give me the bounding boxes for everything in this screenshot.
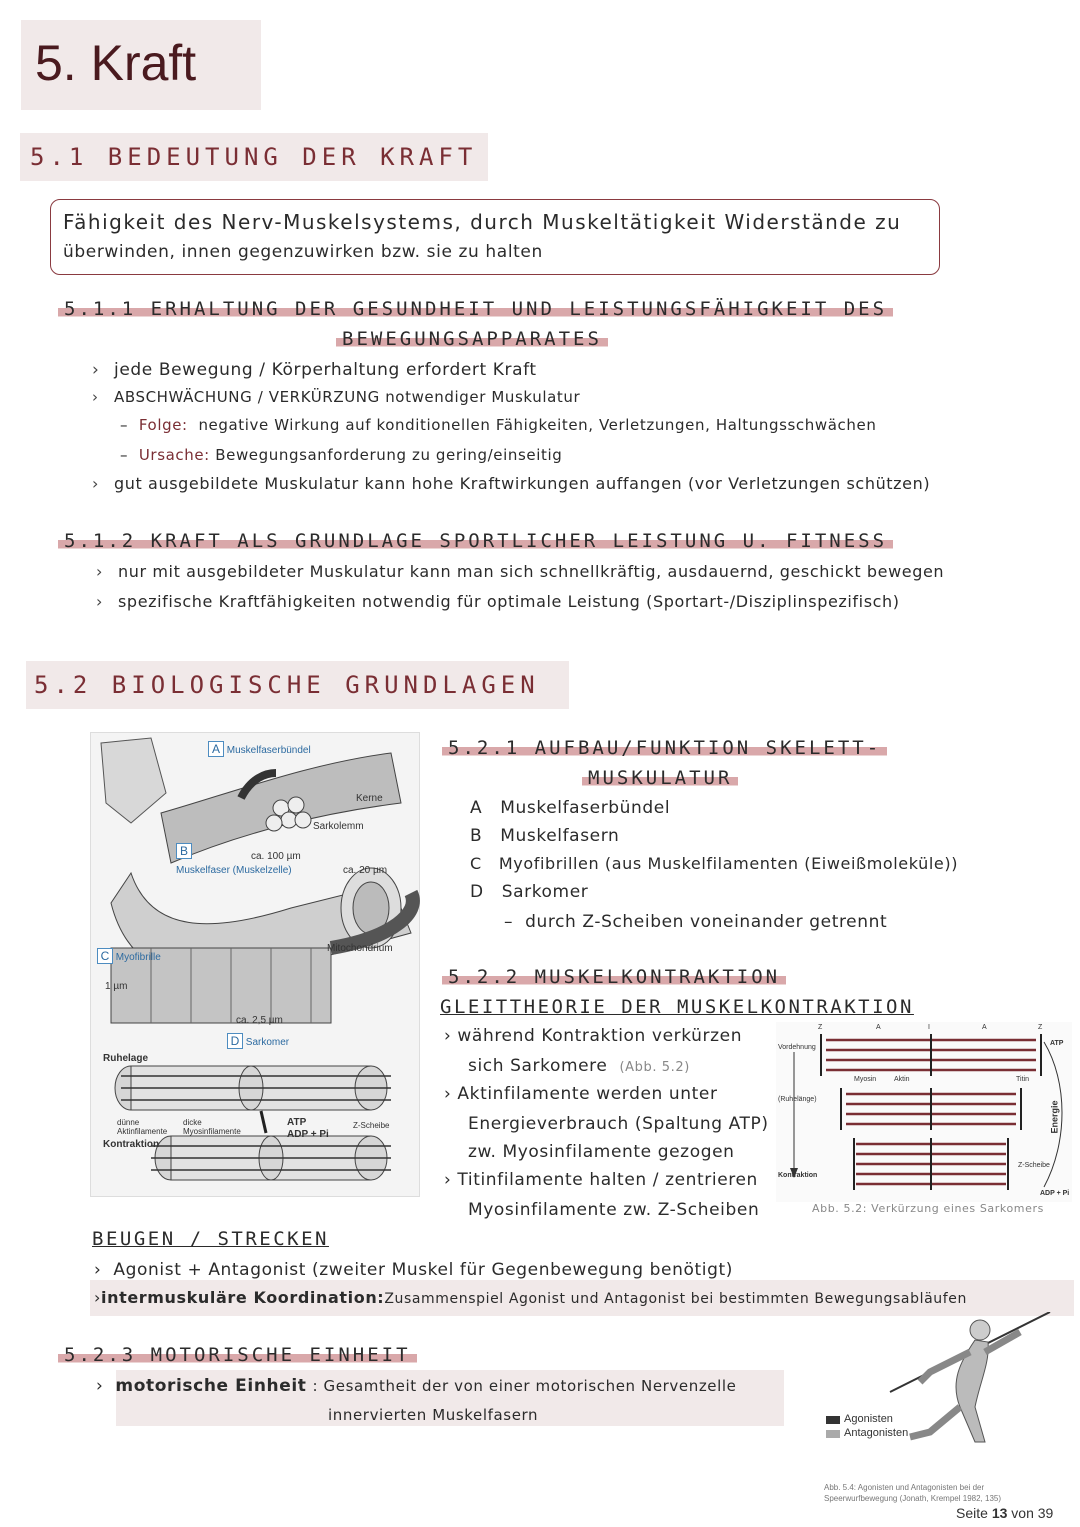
definition-line-2: überwinden, innen gegenzuwirken bzw. sie zu halten <box>63 242 543 262</box>
fig1-kerne: Kerne <box>356 793 383 804</box>
sub-bullet-label: Folge: <box>138 416 188 434</box>
structure-text: Muskelfasern <box>500 826 620 846</box>
fig1-letter: C <box>97 948 113 964</box>
fig2-myosin: Myosin <box>854 1076 877 1083</box>
subheading-gleittheorie: GLEITTHEORIE DER MUSKELKONTRAKTION <box>440 996 914 1018</box>
subheading-5-2-3 <box>58 1344 417 1366</box>
fig1-sarkolemm: Sarkolemm <box>313 821 364 832</box>
bullet-text: spezifische Kraftfähigkeiten notwendig für optimale Leistung (Sportart-/Disziplinspezifisch) <box>118 592 900 611</box>
javelin-caption-1: Abb. 5.4: Agonisten und Antagonisten bei der <box>824 1483 985 1492</box>
bullet-continuation: Myosinfilamente zw. Z-Scheiben <box>468 1200 760 1220</box>
subheading-5-2-1-line2 <box>582 767 738 789</box>
fig1-dicke: dicke Myosinfilamente <box>183 1118 241 1136</box>
page-title-box <box>21 20 261 110</box>
legend-antagonist: Antagonisten <box>844 1427 909 1439</box>
bullet-text: Zusammenspiel Agonist und Antagonist bei bestimmten Bewegungsabläufen <box>384 1291 967 1307</box>
bullet-text: : Gesamtheit der von einer motorischen Nervenzelle <box>312 1377 737 1395</box>
legend-antagonist-swatch <box>826 1430 840 1438</box>
subheading-5-1-1-line2 <box>336 328 608 350</box>
fig2-a-left: A <box>876 1024 881 1031</box>
section-heading-5-2 <box>26 661 569 709</box>
fig1-adp: ADP + Pi <box>287 1129 329 1140</box>
fig2-aktin: Aktin <box>894 1076 910 1083</box>
structure-sub-text: durch Z-Scheiben voneinander getrennt <box>525 912 888 932</box>
legend-agonist-swatch <box>826 1416 840 1424</box>
bullet-text: nur mit ausgebildeter Muskulatur kann man sich schnellkräftig, ausdauernd, geschickt bewegen <box>118 562 945 581</box>
sarcomere-figure-caption: Abb. 5.2: Verkürzung eines Sarkomers <box>812 1202 1044 1215</box>
page-total: 39 <box>1037 1505 1054 1521</box>
fig1-label-b <box>176 843 192 859</box>
bullet-continuation: Energieverbrauch (Spaltung ATP) <box>468 1114 769 1134</box>
structure-item <box>470 826 619 846</box>
fig1-zscheibe: Z-Scheibe <box>353 1121 390 1130</box>
structure-item <box>470 882 588 902</box>
subheading-5-2-1 <box>442 737 887 759</box>
fig1-um1: 1 µm <box>105 981 128 992</box>
bullet-term: motorische Einheit <box>115 1376 307 1396</box>
bullet-item: › Titinfilamente halten / zentrieren <box>444 1170 758 1190</box>
bullet-text: sich Sarkomere <box>468 1056 608 1076</box>
fig2-i: I <box>928 1024 930 1031</box>
fig1-label-d <box>227 1033 289 1049</box>
bullet-item: › jede Bewegung / Körperhaltung erfordert Kraft <box>92 360 537 380</box>
bullet-text: während Kontraktion verkürzen <box>457 1026 743 1046</box>
sub-bullet-label: Ursache: <box>138 446 210 464</box>
page-of: von <box>1011 1505 1034 1521</box>
bullet-continuation: innervierten Muskelfasern <box>328 1406 539 1424</box>
subheading-text: BEWEGUNGSAPPARATES <box>336 328 608 350</box>
section-heading-text: 5.2 BIOLOGISCHE GRUNDLAGEN <box>34 671 540 699</box>
fig2-ruhelaenge: (Ruhelänge) <box>778 1096 817 1103</box>
fig1-mitochondrium: Mitochondrium <box>327 943 393 954</box>
definition-box <box>50 199 940 275</box>
fig1-ca100: ca. 100 µm <box>251 851 301 862</box>
fig2-vordehnung: Vordehnung <box>778 1044 816 1051</box>
section-heading-5-1 <box>20 133 488 181</box>
fig1-duenne: dünne Aktinfilamente <box>117 1118 168 1136</box>
bullet-text: gut ausgebildete Muskulatur kann hohe Kraftwirkungen auffangen (vor Verletzungen schützen) <box>114 474 931 493</box>
structure-text: Muskelfaserbündel <box>500 798 671 818</box>
fig1-letter: B <box>176 843 192 859</box>
fig2-kontraktion: Kontraktion <box>778 1172 818 1179</box>
page-current: 13 <box>991 1505 1008 1521</box>
structure-text: Myofibrillen (aus Muskelfilamenten (Eiweißmoleküle)) <box>498 854 959 873</box>
bullet-text: Titinfilamente halten / zentrieren <box>457 1170 758 1190</box>
bullet-text: jede Bewegung / Körperhaltung erfordert Kraft <box>114 360 537 380</box>
figure-reference: (Abb. 5.2) <box>619 1060 690 1075</box>
javelin-figure <box>820 1312 1070 1507</box>
fig2-adp: ADP + Pi <box>1040 1190 1070 1197</box>
structure-item <box>470 798 670 818</box>
fig1-ruhelage: Ruhelage <box>103 1053 149 1064</box>
sarcomere-figure <box>776 1022 1072 1202</box>
structure-text: Sarkomer <box>501 882 589 902</box>
structure-sub-item: – durch Z-Scheiben voneinander getrennt <box>504 912 888 932</box>
fig1-label-text: Myofibrille <box>115 952 161 963</box>
structure-letter: D <box>470 882 484 902</box>
structure-letter: A <box>470 798 483 818</box>
bullet-item: › während Kontraktion verkürzen <box>444 1026 743 1046</box>
fig1-label-c <box>97 948 161 964</box>
subheading-text: 5.1.1 ERHALTUNG DER GESUNDHEIT UND LEISTUNGSFÄHIGKEIT DES <box>58 298 893 320</box>
bullet-item: › Agonist + Antagonist (zweiter Muskel für Gegenbewegung benötigt) <box>94 1260 733 1280</box>
fig1-kontraktion: Kontraktion <box>103 1139 160 1150</box>
page-prefix: Seite <box>956 1505 988 1521</box>
bullet-item: › spezifische Kraftfähigkeiten notwendig für optimale Leistung (Sportart-/Disziplinspezifisch) <box>96 592 900 611</box>
bullet-item: ›intermuskuläre Koordination:Zusammenspiel Agonist und Antagonist bei bestimmten Bewegungsabläufen <box>94 1288 967 1307</box>
subheading-beugen-strecken: BEUGEN / STRECKEN <box>92 1228 329 1250</box>
fig1-ca25: ca. 2,5 µm <box>236 1015 283 1026</box>
bullet-item: › Aktinfilamente werden unter <box>444 1084 718 1104</box>
subheading-5-1-1 <box>58 298 893 320</box>
legend-agonist: Agonisten <box>844 1413 893 1425</box>
structure-letter: C <box>470 854 482 873</box>
bullet-text: ABSCHWÄCHUNG / VERKÜRZUNG notwendiger Muskulatur <box>114 388 581 406</box>
bullet-term: intermuskuläre Koordination: <box>101 1288 385 1307</box>
fig2-a-right: A <box>982 1024 987 1031</box>
structure-item <box>470 854 958 873</box>
subheading-5-2-2 <box>442 966 786 988</box>
bullet-continuation: zw. Myosinfilamente gezogen <box>468 1142 735 1162</box>
page-title: 5. Kraft <box>35 35 197 91</box>
subheading-text: MUSKULATUR <box>582 767 738 789</box>
sub-bullet-text: negative Wirkung auf konditionellen Fähigkeiten, Verletzungen, Haltungsschwächen <box>198 416 877 434</box>
fig1-letter: D <box>227 1033 243 1049</box>
fig2-atp: ATP <box>1050 1040 1064 1047</box>
subheading-text: 5.2.1 AUFBAU/FUNKTION SKELETT- <box>442 737 887 759</box>
fig1-atp: ATP <box>287 1117 307 1128</box>
fig2-titin: Titin <box>1016 1076 1029 1083</box>
bullet-text: Agonist + Antagonist (zweiter Muskel für Gegenbewegung benötigt) <box>113 1260 733 1280</box>
fig2-z-right: Z <box>1038 1024 1043 1031</box>
bullet-item: › ABSCHWÄCHUNG / VERKÜRZUNG notwendiger Muskulatur <box>92 388 581 406</box>
fig1-letter: A <box>208 741 224 757</box>
bullet-item: › motorische Einheit : Gesamtheit der von einer motorischen Nervenzelle <box>96 1376 737 1396</box>
definition-line-1: Fähigkeit des Nerv-Muskelsystems, durch Muskeltätigkeit Widerstände zu <box>63 210 902 234</box>
bullet-text: Aktinfilamente werden unter <box>457 1084 718 1104</box>
bullet-item: › gut ausgebildete Muskulatur kann hohe Kraftwirkungen auffangen (vor Verletzungen schützen) <box>92 474 931 493</box>
sarcomere-illustration <box>776 1022 1072 1202</box>
javelin-caption-2: Speerwurfbewegung (Jonath, Krempel 1982, 135) <box>824 1494 1001 1503</box>
sub-bullet-item: – Folge: negative Wirkung auf konditionellen Fähigkeiten, Verletzungen, Haltungsschwächen <box>120 416 877 434</box>
fig1-ca20: ca. 20 µm <box>343 865 388 876</box>
fig1-label-text: Sarkomer <box>245 1037 290 1048</box>
section-heading-text: 5.1 BEDEUTUNG DER KRAFT <box>30 143 478 171</box>
fig1-label-b-text: Muskelfaser (Muskelzelle) <box>176 865 292 876</box>
subheading-text: 5.2.3 MOTORISCHE EINHEIT <box>58 1344 417 1366</box>
bullet-continuation <box>468 1056 690 1076</box>
subheading-5-1-2 <box>58 530 893 552</box>
fig2-zscheibe: Z-Scheibe <box>1018 1162 1050 1169</box>
muscle-structure-figure <box>90 732 420 1197</box>
bullet-item: › nur mit ausgebildeter Muskulatur kann man sich schnellkräftig, ausdauernd, geschickt bewegen <box>96 562 945 581</box>
subheading-text: 5.1.2 KRAFT ALS GRUNDLAGE SPORTLICHER LEISTUNG U. FITNESS <box>58 530 893 552</box>
sub-bullet-item: – Ursache: Bewegungsanforderung zu gering/einseitig <box>120 446 563 464</box>
fig1-label-text: Muskelfaserbündel <box>226 745 311 756</box>
structure-letter: B <box>470 826 483 846</box>
subheading-text: 5.2.2 MUSKELKONTRAKTION <box>442 966 786 988</box>
fig2-energie: Energie <box>1049 1100 1060 1134</box>
fig2-z-left: Z <box>818 1024 823 1031</box>
page-number <box>956 1505 1053 1521</box>
fig1-label-a <box>208 741 311 757</box>
sub-bullet-text: Bewegungsanforderung zu gering/einseitig <box>215 446 563 464</box>
